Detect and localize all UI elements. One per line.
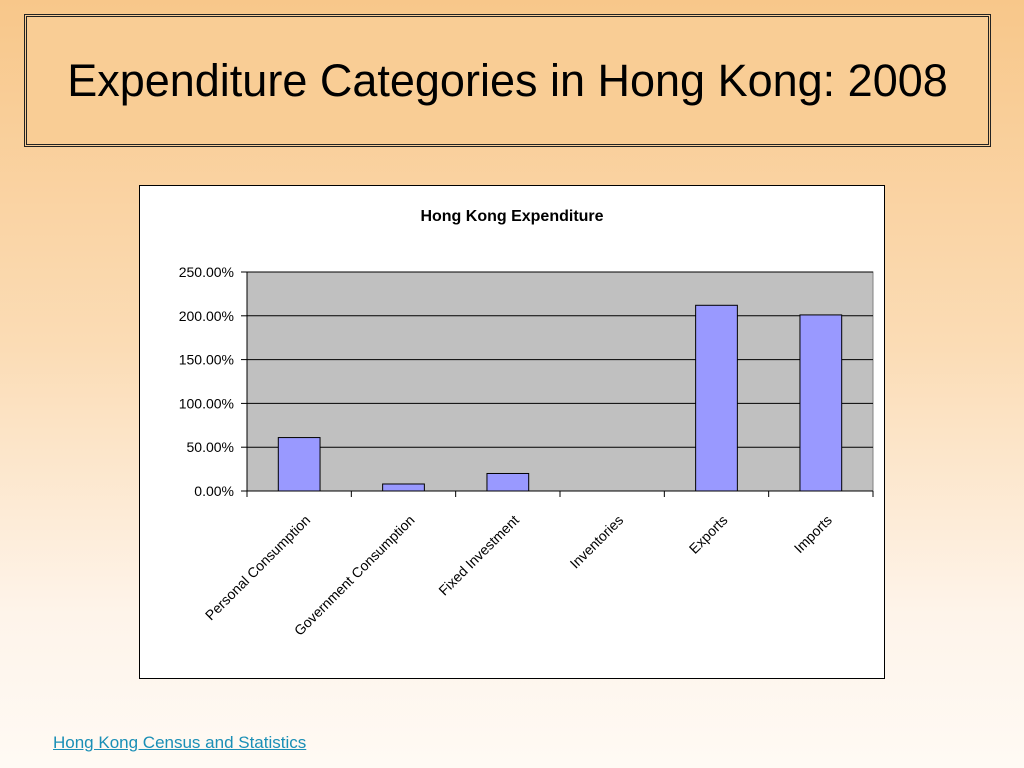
bar xyxy=(487,473,529,491)
bar xyxy=(800,315,842,491)
bar xyxy=(383,484,425,491)
bar-chart xyxy=(140,186,884,678)
x-tick-label: Exports xyxy=(685,511,731,557)
x-tick-label: Personal Consumption xyxy=(201,511,314,624)
chart-title: Hong Kong Expenditure xyxy=(420,208,604,225)
bar xyxy=(696,305,738,491)
y-tick-label: 50.00% xyxy=(186,439,234,456)
x-tick-label: Government Consumption xyxy=(290,511,418,639)
y-tick-label: 200.00% xyxy=(178,307,234,324)
x-tick-label: Fixed Investment xyxy=(435,511,522,599)
y-tick-label: 150.00% xyxy=(178,351,234,368)
x-tick-label: Imports xyxy=(790,511,835,557)
title-box xyxy=(24,14,991,147)
plot-area xyxy=(247,272,873,491)
slide-title: Expenditure Categories in Hong Kong: 2008 xyxy=(67,54,948,106)
chart-frame xyxy=(139,185,885,679)
y-tick-label: 100.00% xyxy=(178,395,234,412)
bar xyxy=(278,438,320,491)
y-tick-label: 0.00% xyxy=(194,483,234,499)
y-tick-label: 250.00% xyxy=(178,264,234,280)
x-tick-label: Inventories xyxy=(566,511,627,572)
source-link[interactable]: Hong Kong Census and Statistics xyxy=(53,733,307,752)
